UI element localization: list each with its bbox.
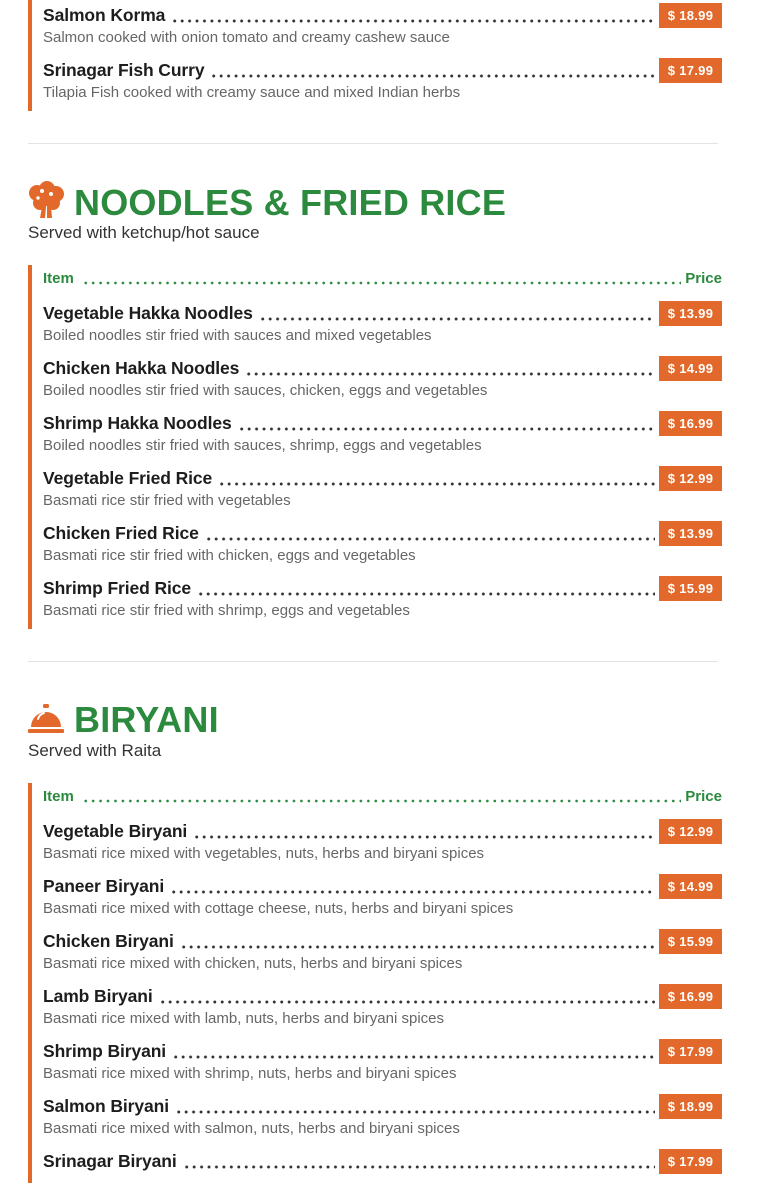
- item-description: Tilapia Fish cooked with creamy sauce and mixed Indian herbs: [43, 84, 461, 101]
- item-description: Basmati rice mixed with chicken, nuts, herbs and biryani spices: [43, 955, 463, 972]
- section-heading: [28, 699, 219, 741]
- price-badge: $ 16.99: [659, 411, 722, 436]
- item-name: Salmon Korma: [43, 4, 166, 25]
- noodles-item-list: [28, 265, 722, 629]
- price-badge: $ 12.99: [659, 466, 722, 491]
- item-description: Boiled noodles stir fried with sauces, chicken, eggs and vegetables: [43, 382, 488, 399]
- broccoli-icon: [28, 181, 64, 224]
- section-heading: [28, 181, 506, 224]
- dot-leader: [218, 465, 655, 491]
- dot-leader: [82, 268, 681, 288]
- item-name: Shrimp Hakka Noodles: [43, 412, 232, 433]
- price-badge: $ 15.99: [659, 929, 722, 954]
- item-description: Basmati rice mixed with salmon, nuts, herbs and biryani spices: [43, 1120, 460, 1137]
- dot-leader: [259, 300, 655, 326]
- item-description: Boiled noodles stir fried with sauces, shrimp, eggs and vegetables: [43, 437, 482, 454]
- dot-leader: [245, 355, 655, 381]
- menu-item: [43, 465, 722, 520]
- dot-leader: [205, 520, 655, 546]
- dot-leader: [170, 873, 655, 899]
- dot-leader: [82, 786, 681, 806]
- dot-leader: [159, 983, 655, 1009]
- price-column-label: Price: [685, 269, 722, 287]
- item-name: Vegetable Biryani: [43, 820, 188, 841]
- menu-item: [43, 983, 722, 1038]
- item-name: Shrimp Fried Rice: [43, 577, 192, 598]
- price-badge: $ 18.99: [659, 3, 722, 28]
- biryani-item-list: [28, 783, 722, 1183]
- dot-leader: [171, 2, 655, 28]
- item-column-label: Item: [43, 269, 74, 287]
- dot-leader: [238, 410, 655, 436]
- menu-item: [43, 520, 722, 575]
- item-description: Boiled noodles stir fried with sauces and mixed vegetables: [43, 327, 432, 344]
- item-name: Chicken Fried Rice: [43, 522, 199, 543]
- item-name: Srinagar Biryani: [43, 1150, 177, 1171]
- item-description: Basmati rice stir fried with shrimp, eggs and vegetables: [43, 602, 410, 619]
- dot-leader: [210, 57, 655, 83]
- section-subtitle: Served with Raita: [28, 741, 162, 760]
- item-name: Lamb Biryani: [43, 985, 153, 1006]
- list-header: [43, 268, 722, 288]
- menu-item: [43, 300, 722, 355]
- price-badge: $ 14.99: [659, 356, 722, 381]
- price-badge: $ 14.99: [659, 874, 722, 899]
- dot-leader: [172, 1038, 655, 1064]
- price-badge: $ 12.99: [659, 819, 722, 844]
- curry-item-list: [28, 0, 722, 111]
- item-name: Salmon Biryani: [43, 1095, 169, 1116]
- serving-cloche-icon: [28, 700, 64, 741]
- price-badge: $ 13.99: [659, 521, 722, 546]
- item-name: Shrimp Biryani: [43, 1040, 167, 1061]
- item-description: Basmati rice mixed with cottage cheese, nuts, herbs and biryani spices: [43, 900, 514, 917]
- price-badge: $ 18.99: [659, 1094, 722, 1119]
- item-description: Basmati rice stir fried with vegetables: [43, 492, 291, 509]
- price-badge: $ 16.99: [659, 984, 722, 1009]
- dot-leader: [175, 1093, 655, 1119]
- price-column-label: Price: [685, 787, 722, 805]
- dot-leader: [193, 818, 655, 844]
- dot-leader: [183, 1148, 655, 1174]
- dot-leader: [180, 928, 655, 954]
- item-name: Vegetable Hakka Noodles: [43, 302, 253, 323]
- menu-item: [43, 1093, 722, 1148]
- menu-item: [43, 1148, 722, 1203]
- item-description: Basmati rice stir fried with chicken, eggs and vegetables: [43, 547, 416, 564]
- menu-item: [43, 410, 722, 465]
- dot-leader: [197, 575, 655, 601]
- item-description: Basmati rice mixed with vegetables, nuts, herbs and biryani spices: [43, 845, 485, 862]
- menu-item: [43, 818, 722, 873]
- menu-item: [43, 355, 722, 410]
- item-description: Basmati rice mixed with shrimp, nuts, herbs and biryani spices: [43, 1065, 457, 1082]
- section-title: BIRYANI: [74, 699, 219, 740]
- price-badge: $ 17.99: [659, 1039, 722, 1064]
- item-description: Salmon cooked with onion tomato and creamy cashew sauce: [43, 29, 450, 46]
- item-name: Vegetable Fried Rice: [43, 467, 213, 488]
- item-name: Chicken Hakka Noodles: [43, 357, 240, 378]
- list-header: [43, 786, 722, 806]
- menu-item: [43, 1038, 722, 1093]
- item-name: Srinagar Fish Curry: [43, 59, 205, 80]
- price-badge: $ 17.99: [659, 1149, 722, 1174]
- price-badge: $ 15.99: [659, 576, 722, 601]
- price-badge: $ 13.99: [659, 301, 722, 326]
- item-name: Paneer Biryani: [43, 875, 165, 896]
- section-subtitle: Served with ketchup/hot sauce: [28, 223, 260, 242]
- section-divider: [28, 143, 718, 144]
- menu-item: [43, 873, 722, 928]
- menu-item: [43, 928, 722, 983]
- price-badge: $ 17.99: [659, 58, 722, 83]
- item-description: Basmati rice mixed with lamb, nuts, herbs and biryani spices: [43, 1010, 445, 1027]
- menu-item: [43, 575, 722, 630]
- menu-item: [43, 57, 722, 112]
- item-column-label: Item: [43, 787, 74, 805]
- menu-item: [43, 2, 722, 57]
- item-name: Chicken Biryani: [43, 930, 174, 951]
- section-title: NOODLES & FRIED RICE: [74, 181, 507, 223]
- section-divider: [28, 661, 718, 662]
